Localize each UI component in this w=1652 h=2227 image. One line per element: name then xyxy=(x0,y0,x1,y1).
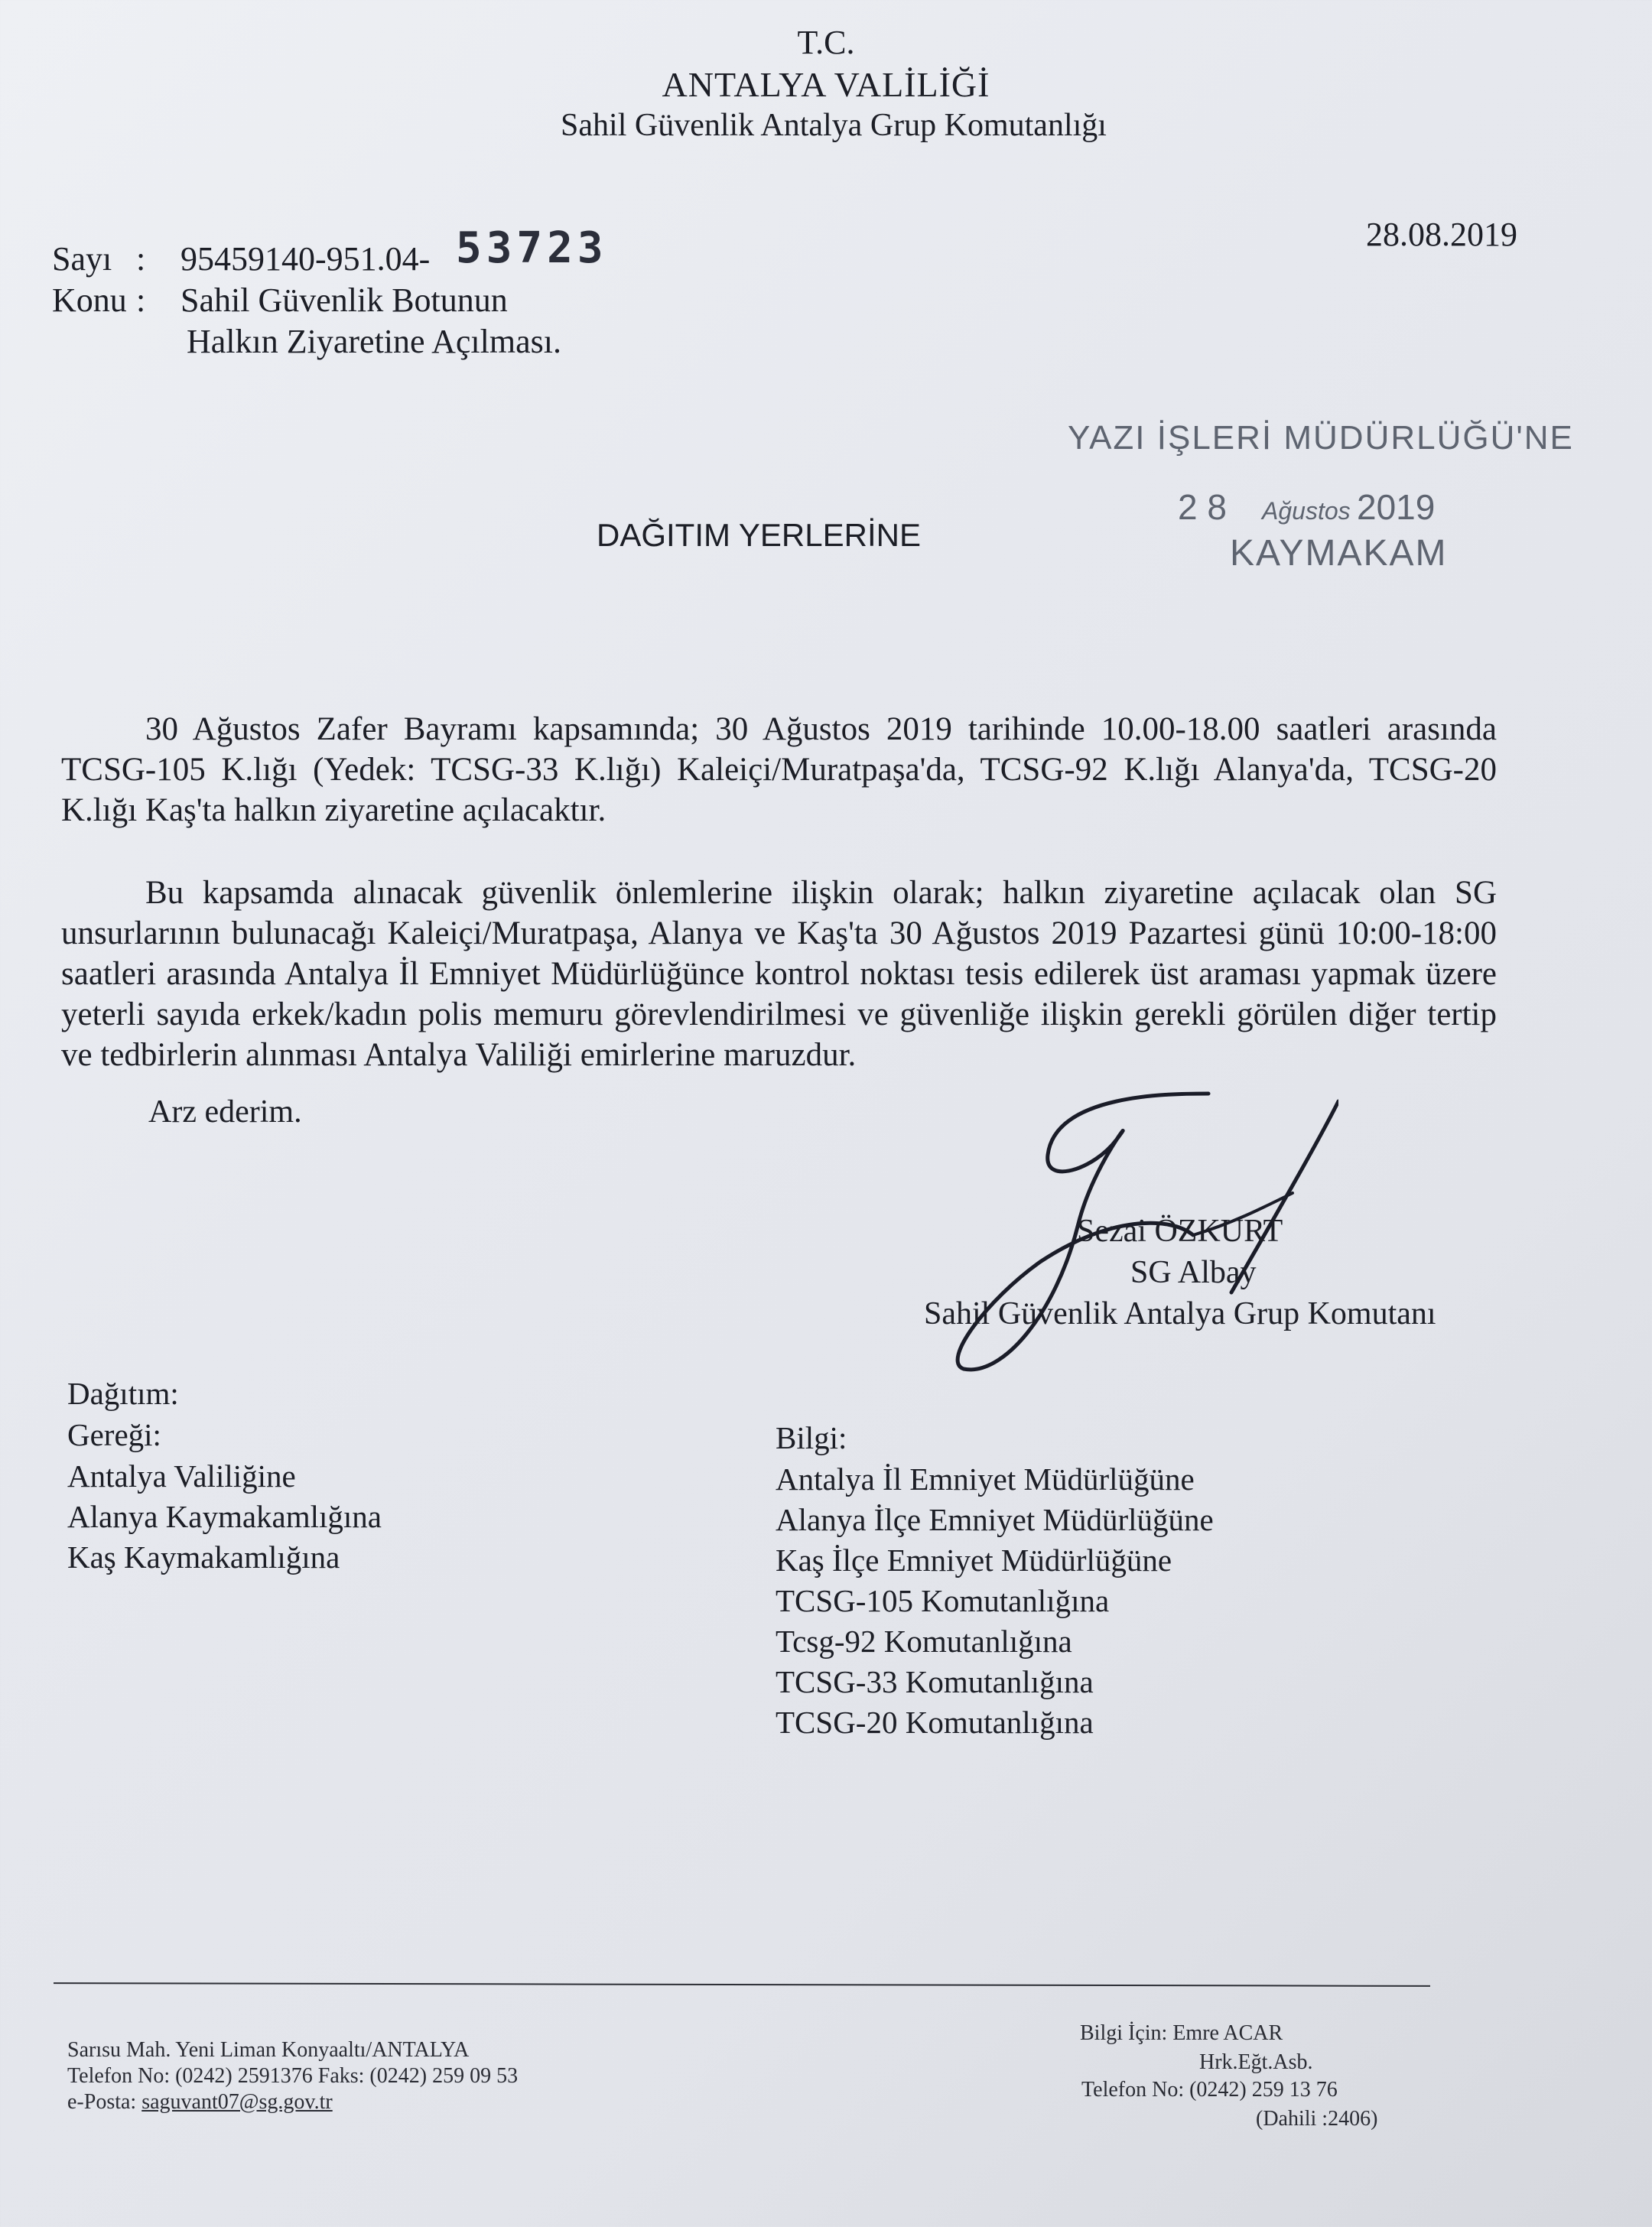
body-paragraph-2: Bu kapsamda alınacak güvenlik önlemlerine ilişkin olarak; halkın ziyaretine açılacak olan SG unsurlarının bulunacağı Kaleiçi/Muratpaşa, Alanya ve Kaş'ta 30 Ağustos 2019 Pazartesi günü 10:00-18:00 saatleri arasında Antalya İl Emniyet Müdürlüğünce kontrol noktası tesis edilerek üst araması yapmak üzere yeterli sayıda erkek/kadın polis memuru görevlendirilmesi ve güvenliğe ilişkin gerekli görülen diğer tertip ve tedbirlerin alınması Antalya Valiliği emirlerine maruzdur. xyxy=(61,875,1497,1073)
bilgi-list xyxy=(776,1459,1214,1743)
konu-colon: : xyxy=(136,281,146,319)
footer-address: Sarısu Mah. Yeni Liman Konyaaltı/ANTALYA xyxy=(67,2038,470,2062)
footer-phone-fax: Telefon No: (0242) 2591376 Faks: (0242) 259 09 53 xyxy=(67,2064,519,2088)
header-komutanlik: Sahil Güvenlik Antalya Grup Komutanlığı xyxy=(561,108,1107,143)
body-paragraph-1: 30 Ağustos Zafer Bayramı kapsamında; 30 Ağustos 2019 tarihinde 10.00-18.00 saatleri arasında TCSG-105 K.lığı (Yedek: TCSG-33 K.lığı) Kaleiçi/Muratpaşa'da, TCSG-92 K.lığı Alanya'da, TCSG-20 K.lığı Kaş'ta halkın ziyaretine açılacaktır. xyxy=(61,711,1497,828)
footer-info-contact: Bilgi İçin: Emre ACAR xyxy=(1080,2021,1283,2045)
stamp-kaymakam: KAYMAKAM xyxy=(1230,533,1448,574)
header-valilik: ANTALYA VALİLİĞİ xyxy=(662,65,990,104)
list-item: TCSG-20 Komutanlığına xyxy=(776,1705,1094,1740)
list-item: Kaş İlçe Emniyet Müdürlüğüne xyxy=(776,1543,1172,1578)
signatory-rank: SG Albay xyxy=(1130,1255,1257,1290)
stamp-date-day: 2 8 xyxy=(1178,487,1227,527)
bilgi-label: Bilgi: xyxy=(776,1420,847,1455)
footer-info-phone: Telefon No: (0242) 259 13 76 xyxy=(1081,2078,1338,2102)
document-date: 28.08.2019 xyxy=(1366,216,1517,253)
footer-info-extension: (Dahili :2406) xyxy=(1256,2107,1378,2131)
signatory-name: Sezai ÖZKURT xyxy=(1077,1214,1283,1249)
stamp-yazi-isleri: YAZI İŞLERİ MÜDÜRLÜĞÜ'NE xyxy=(1068,419,1574,457)
list-item: Tcsg-92 Komutanlığına xyxy=(776,1624,1072,1659)
list-item: Alanya Kaymakamlığına xyxy=(67,1499,382,1534)
konu-line1: Sahil Güvenlik Botunun xyxy=(180,281,508,319)
geregi-list xyxy=(67,1456,382,1578)
list-item: Antalya Valiliğine xyxy=(67,1458,296,1494)
list-item: TCSG-105 Komutanlığına xyxy=(776,1583,1110,1618)
sayi-handwritten-number: 53723 xyxy=(456,223,608,273)
footer-email-link[interactable]: saguvant07@sg.gov.tr xyxy=(141,2090,333,2114)
konu-label: Konu xyxy=(52,281,127,319)
header-tc: T.C. xyxy=(797,24,855,61)
stamp-date-year: 2019 xyxy=(1357,487,1436,527)
closing-text: Arz ederim. xyxy=(148,1094,302,1130)
footer-email-label: e-Posta: xyxy=(67,2090,137,2114)
footer-info-position: Hrk.Eğt.Asb. xyxy=(1199,2050,1313,2074)
geregi-label: Gereği: xyxy=(67,1417,161,1452)
list-item: Kaş Kaymakamlığına xyxy=(67,1539,340,1575)
sayi-label: Sayı xyxy=(52,240,112,278)
stamp-date-month: Ağustos xyxy=(1262,497,1351,525)
list-item: Antalya İl Emniyet Müdürlüğüne xyxy=(776,1461,1195,1497)
footer-email-row xyxy=(67,2089,333,2115)
signatory-title: Sahil Güvenlik Antalya Grup Komutanı xyxy=(924,1296,1436,1331)
list-item: Alanya İlçe Emniyet Müdürlüğüne xyxy=(776,1502,1214,1537)
list-item: TCSG-33 Komutanlığına xyxy=(776,1664,1094,1699)
footer-divider xyxy=(54,1982,1430,1987)
sayi-colon: : xyxy=(136,240,146,278)
recipient-heading: DAĞITIM YERLERİNE xyxy=(597,517,921,553)
sayi-value: 95459140-951.04- xyxy=(180,240,431,278)
distribution-title: Dağıtım: xyxy=(67,1376,179,1411)
konu-line2: Halkın Ziyaretine Açılması. xyxy=(187,323,561,360)
